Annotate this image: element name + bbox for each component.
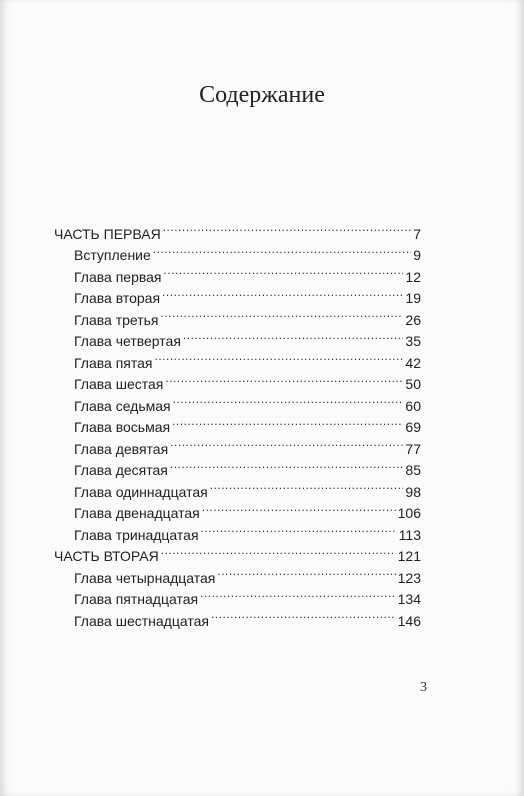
toc-entry-label: Глава двенадцатая	[74, 505, 200, 521]
toc-chapter-row	[54, 583, 421, 605]
toc-entry-page: 123	[397, 569, 421, 586]
dot-leader	[165, 368, 403, 390]
dot-leader	[210, 475, 404, 497]
toc-chapter-row	[54, 260, 421, 285]
toc-entry-label: Глава десятая	[74, 462, 168, 478]
dot-leader	[164, 260, 404, 282]
dot-leader	[172, 411, 403, 433]
toc-chapter-row	[54, 604, 421, 629]
page-number: 3	[420, 680, 427, 695]
toc-entry-page: 98	[405, 483, 421, 500]
toc-entry-label: ЧАСТЬ ПЕРВАЯ	[54, 225, 161, 242]
toc-chapter-row	[54, 389, 421, 414]
toc-entry-label: Глава пятнадцатая	[74, 591, 199, 607]
toc-entry-page: 60	[405, 397, 421, 414]
toc-entry-label: Глава девятая	[74, 440, 169, 457]
toc-chapter-row	[54, 346, 421, 371]
dot-leader	[201, 518, 397, 540]
dot-leader	[163, 217, 412, 239]
toc-entry-page: 26	[405, 311, 421, 328]
toc-part-row	[54, 217, 421, 242]
dot-leader	[202, 497, 396, 519]
toc-entry-page: 50	[405, 376, 421, 392]
toc-chapter-row	[54, 303, 421, 328]
dot-leader	[173, 389, 404, 411]
toc-part-row	[54, 540, 421, 562]
toc-chapter-row	[54, 325, 421, 347]
toc-entry-label: Глава одиннадцатая	[74, 483, 208, 500]
toc-entry-page: 85	[405, 462, 421, 478]
dot-leader	[211, 604, 396, 626]
toc-entry-label: Глава шестнадцатая	[74, 612, 209, 629]
toc-chapter-row	[54, 475, 421, 500]
toc-entry-page: 35	[405, 333, 421, 349]
toc-entry-label: Глава четвертая	[74, 333, 181, 349]
dot-leader	[217, 561, 395, 583]
toc-entry-label: Глава шестая	[74, 376, 164, 392]
dot-leader	[170, 432, 403, 454]
toc-entry-page: 121	[397, 548, 421, 564]
toc-entry-page: 77	[405, 440, 421, 457]
dot-leader	[161, 303, 404, 325]
dot-leader	[153, 239, 411, 261]
toc-entry-page: 19	[405, 290, 421, 306]
dot-leader	[155, 346, 404, 368]
dot-leader	[162, 282, 403, 304]
toc-entry-page: 69	[405, 419, 421, 435]
toc-chapter-row	[54, 454, 421, 476]
toc-entry-label: Глава вторая	[74, 290, 161, 306]
dot-leader	[170, 454, 404, 476]
toc-entry-label: ЧАСТЬ ВТОРАЯ	[54, 548, 159, 564]
toc-entry-page: 9	[413, 247, 421, 263]
toc-entry-label: Вступление	[74, 247, 151, 263]
toc-chapter-row	[54, 561, 421, 586]
toc-chapter-row	[54, 411, 421, 433]
toc-entry-label: Глава седьмая	[74, 397, 171, 414]
toc-entry-page: 7	[413, 225, 421, 242]
toc-entry-label: Глава первая	[74, 268, 162, 285]
toc-chapter-row	[54, 239, 421, 261]
toc-chapter-row	[54, 368, 421, 390]
toc-entry-page: 42	[405, 354, 421, 371]
page-title: Содержание	[199, 82, 325, 108]
toc-entry-label: Глава восьмая	[74, 419, 171, 435]
toc-entry-page: 146	[397, 612, 421, 629]
toc-chapter-row	[54, 497, 421, 519]
toc-entry-label: Глава пятая	[74, 354, 153, 371]
toc-entry-label: Глава тринадцатая	[74, 526, 199, 543]
toc-entry-page: 12	[405, 268, 421, 285]
table-of-contents	[54, 217, 421, 629]
toc-entry-page: 134	[397, 591, 421, 607]
toc-chapter-row	[54, 282, 421, 304]
dot-leader	[183, 325, 404, 347]
toc-entry-page: 113	[398, 526, 421, 543]
toc-chapter-row	[54, 432, 421, 457]
dot-leader	[200, 583, 396, 605]
dot-leader	[161, 540, 396, 562]
toc-entry-label: Глава третья	[74, 311, 159, 328]
toc-entry-page: 106	[397, 505, 421, 521]
toc-chapter-row	[54, 518, 421, 543]
toc-entry-label: Глава четырнадцатая	[74, 569, 216, 586]
